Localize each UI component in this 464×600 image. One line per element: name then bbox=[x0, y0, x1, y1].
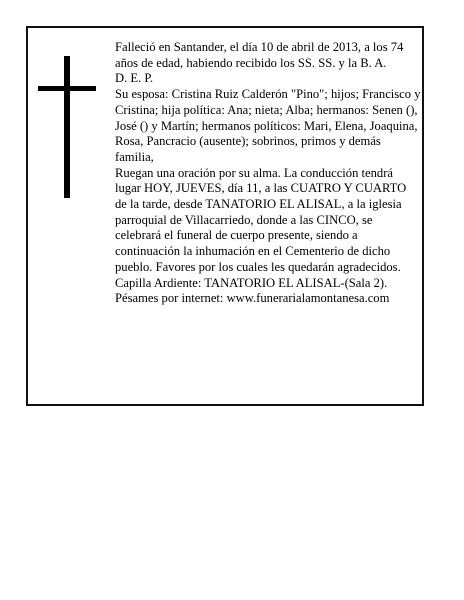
condolences-website: Pésames por internet: www.funerarialamontanesa.com bbox=[115, 291, 390, 306]
cross-vertical-bar bbox=[64, 56, 70, 198]
obituary-text bbox=[115, 40, 421, 307]
obituary-notice-frame bbox=[26, 26, 424, 406]
funeral-details: Ruegan una oración por su alma. La conducción tendrá lugar HOY, JUEVES, día 11, a las CUATRO Y CUARTO de la tarde, desde TANATORIO EL ALISAL, a la iglesia parroquial de Villacarriedo, donde a las CINCO, se celebrará el funeral de cuerpo presente, siendo a continuación la inhumación en el Cementerio de dicho pueblo. Favores por los cuales les quedarán agradecidos. Capilla Ardiente: TANATORIO EL ALISAL-(Sala 2). bbox=[115, 165, 407, 290]
rest-in-peace: D. E. P. bbox=[115, 71, 154, 86]
family-list: Su esposa: Cristina Ruiz Calderón "Pino"; hijos; Francisco y Cristina; hija política: Ana; nieta; Alba; hermanos: Senen (), José () y Martín; hermanos políticos: Mari, Elena, Joaquina, Rosa, Pancracio (ausente); sobrinos, primos y demás familia, bbox=[115, 87, 421, 164]
death-announcement: Falleció en Santander, el día 10 de abril de 2013, a los 74 años de edad, habiendo recibido los SS. SS. y la B. A. bbox=[115, 40, 404, 70]
cross-horizontal-bar bbox=[38, 86, 96, 91]
cross-icon bbox=[38, 56, 96, 198]
